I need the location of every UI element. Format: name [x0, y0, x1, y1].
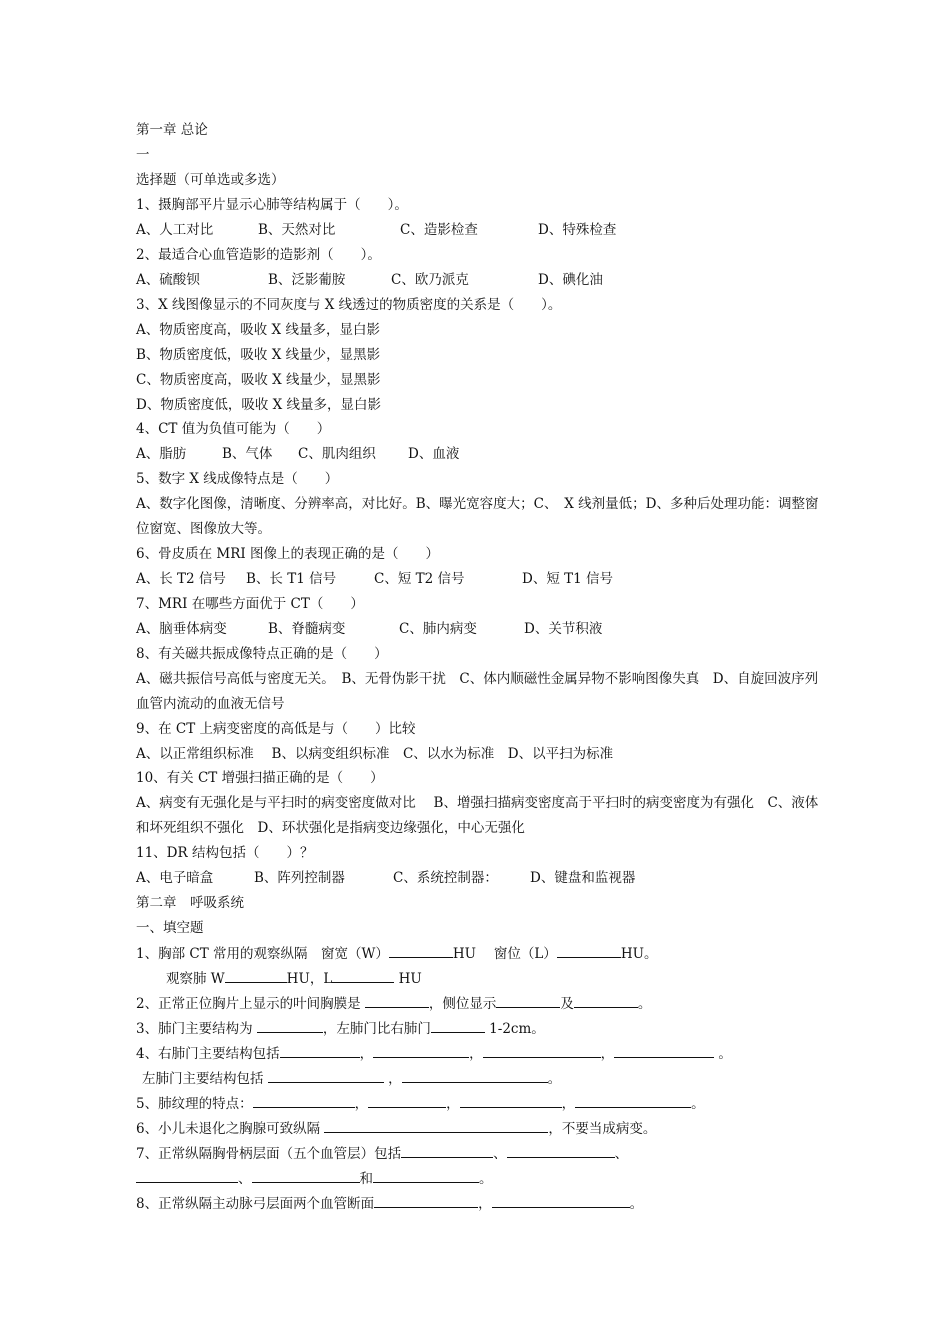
fill-question-1: 1、胸部 CT 常用的观察纵隔 窗宽（W） HU 窗位（L） HU。: [136, 946, 658, 962]
answer-blank[interactable]: [575, 1094, 691, 1108]
question-11: 11、DR 结构包括（ ）？: [136, 845, 314, 861]
option-d: D、关节积液: [524, 621, 603, 637]
answer-blank[interactable]: [324, 1119, 548, 1133]
question-7: 7、MRI 在哪些方面优于 CT（ ）: [136, 596, 364, 612]
option-a: A、脑垂体病变: [136, 621, 227, 637]
answer-blank[interactable]: [574, 994, 638, 1008]
option-b: B、泛影葡胺: [268, 272, 346, 288]
answer-blank[interactable]: [373, 1044, 469, 1058]
option-b: B、阵列控制器: [254, 870, 345, 886]
option-a: A、电子暗盒: [136, 870, 214, 886]
answer-blank[interactable]: [252, 1169, 360, 1183]
question-10: 10、有关 CT 增强扫描正确的是（ ）: [136, 770, 384, 786]
answer-blank[interactable]: [483, 1044, 601, 1058]
question-4-options: [136, 445, 459, 463]
chapter-title: 第一章 总论: [136, 122, 208, 138]
option-d: D、碘化油: [538, 272, 603, 288]
question-5-answer-line-2: 位窗宽、图像放大等。: [136, 521, 271, 537]
option-a: A、人工对比: [136, 222, 214, 238]
fill-section-title: 一、填空题: [136, 920, 204, 936]
answer-blank[interactable]: [401, 1144, 493, 1158]
answer-blank[interactable]: [280, 1044, 360, 1058]
question-5-answer-line-1: A、数字化图像，清晰度、分辨率高，对比好。B、曝光宽容度大；C、 X 线剂量低；D、多种后处理功能：调整窗: [136, 496, 819, 512]
question-8-answer-line-1: A、磁共振信号高低与密度无关。 B、无骨伪影干扰 C、体内顺磁性金属异物不影响图像失真 D、自旋回波序列: [136, 671, 819, 687]
answer-blank[interactable]: [507, 1144, 615, 1158]
question-8: 8、有关磁共振成像特点正确的是（ ）: [136, 646, 388, 662]
chapter-2-title: 第二章 呼吸系统: [136, 895, 244, 911]
option-d: D、键盘和监视器: [530, 870, 636, 886]
fill-question-7: 7、正常纵隔胸骨柄层面（五个血管层）包括 、 、: [136, 1146, 629, 1162]
question-2-options: [136, 271, 603, 289]
fill-question-7-line-2: 、 和 。: [136, 1169, 493, 1188]
answer-blank[interactable]: [253, 1094, 355, 1108]
question-9-options: A、以正常组织标准 B、以病变组织标准 C、以水为标准 D、以平扫为标准: [136, 746, 614, 762]
question-1: 1、摄胸部平片显示心肺等结构属于（ ）。: [136, 197, 408, 213]
question-3-option-a: A、物质密度高，吸收 X 线量多，显白影: [136, 322, 380, 338]
question-11-options: [136, 869, 635, 887]
fill-question-2: 2、正常正位胸片上显示的叶间胸膜是 ，侧位显示 及 。: [136, 996, 652, 1012]
option-b: B、长 T1 信号: [246, 571, 337, 587]
option-b: B、脊髓病变: [268, 621, 346, 637]
question-3-option-c: C、物质密度高，吸收 X 线量少，显黑影: [136, 372, 381, 388]
option-a: A、硫酸钡: [136, 272, 200, 288]
option-c: C、系统控制器：: [393, 870, 498, 886]
question-2: 2、最适合心血管造影的造影剂（ ）。: [136, 247, 381, 263]
answer-blank[interactable]: [431, 1019, 485, 1033]
question-8-answer-line-2: 血管内流动的血液无信号: [136, 696, 285, 712]
answer-blank[interactable]: [460, 1094, 562, 1108]
fill-question-5: 5、肺纹理的特点： ， ， ， 。: [136, 1096, 705, 1112]
answer-blank[interactable]: [365, 994, 429, 1008]
fill-question-8: 8、正常纵隔主动脉弓层面两个血管断面 ， 。: [136, 1196, 644, 1212]
question-3-option-d: D、物质密度低，吸收 X 线量多，显白影: [136, 397, 382, 413]
answer-blank[interactable]: [374, 1194, 478, 1208]
question-9: 9、在 CT 上病变密度的高低是与（ ）比较: [136, 721, 416, 737]
option-a: A、长 T2 信号: [136, 571, 226, 587]
answer-blank[interactable]: [332, 969, 394, 983]
section-number: 一: [136, 147, 150, 163]
fill-question-4: 4、右肺门主要结构包括 ， ， ， 。: [136, 1046, 732, 1062]
question-5: 5、数字 X 线成像特点是（ ）: [136, 471, 339, 487]
answer-blank[interactable]: [492, 1194, 630, 1208]
option-d: D、特殊检查: [538, 222, 617, 238]
answer-blank[interactable]: [614, 1044, 714, 1058]
option-c: C、肺内病变: [399, 621, 477, 637]
answer-blank[interactable]: [257, 1019, 323, 1033]
question-10-answer-line-2: 和坏死组织不强化 D、环状强化是指病变边缘强化，中心无强化: [136, 820, 525, 836]
answer-blank[interactable]: [268, 1069, 384, 1083]
option-d: D、血液: [408, 446, 460, 462]
question-10-answer-line-1: A、病变有无强化是与平扫时的病变密度做对比 B、增强扫描病变密度高于平扫时的病变密度为有强化 C、液体: [136, 795, 819, 811]
option-c: C、肌肉组织: [298, 446, 376, 462]
answer-blank[interactable]: [389, 944, 453, 958]
section-title: 选择题（可单选或多选）: [136, 172, 285, 188]
answer-blank[interactable]: [373, 1169, 479, 1183]
option-d: D、短 T1 信号: [522, 571, 613, 587]
option-a: A、脂肪: [136, 446, 187, 462]
question-3-option-b: B、物质密度低，吸收 X 线量少，显黑影: [136, 347, 381, 363]
fill-question-1-line-2: 观察肺 W HU，L HU: [166, 971, 422, 987]
question-6-options: [136, 570, 613, 588]
answer-blank[interactable]: [402, 1069, 548, 1083]
answer-blank[interactable]: [496, 994, 560, 1008]
option-b: B、天然对比: [258, 222, 336, 238]
answer-blank[interactable]: [225, 969, 287, 983]
question-6: 6、骨皮质在 MRI 图像上的表现正确的是（ ）: [136, 546, 439, 562]
answer-blank[interactable]: [136, 1169, 238, 1183]
answer-blank[interactable]: [557, 944, 621, 958]
answer-blank[interactable]: [368, 1094, 446, 1108]
fill-question-6: 6、小儿未退化之胸腺可致纵隔 ，不要当成病变。: [136, 1121, 657, 1137]
option-c: C、造影检查: [400, 222, 478, 238]
option-c: C、欧乃派克: [391, 272, 469, 288]
option-b: B、气体: [222, 446, 273, 462]
option-c: C、短 T2 信号: [374, 571, 465, 587]
question-4: 4、CT 值为负值可能为（ ）: [136, 421, 331, 437]
question-3: 3、X 线图像显示的不同灰度与 X 线透过的物质密度的关系是（ ）。: [136, 297, 562, 313]
fill-question-4-line-2: 左肺门主要结构包括 ， 。: [142, 1071, 562, 1087]
fill-question-3: 3、肺门主要结构为 ，左肺门比右肺门 1-2cm。: [136, 1021, 545, 1037]
question-1-options: [136, 221, 616, 239]
question-7-options: [136, 620, 602, 638]
